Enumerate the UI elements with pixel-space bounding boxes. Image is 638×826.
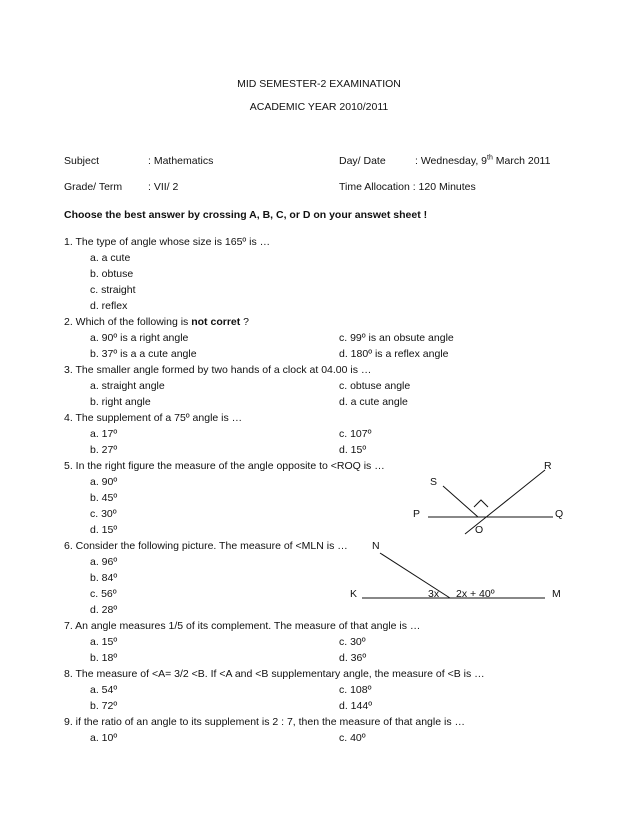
q7-option-b: b. 18º [90, 652, 118, 664]
subject-value: : Mathematics [148, 155, 214, 167]
q6-option-a: a. 96º [90, 556, 118, 568]
grade-value: : VII/ 2 [148, 181, 179, 193]
q6-angle-2x40: 2x + 40º [456, 588, 495, 600]
q2-option-d: d. 180º is a reflex angle [339, 348, 449, 360]
q4-option-d: d. 15º [339, 444, 367, 456]
q6-angle-3x: 3x [428, 588, 440, 600]
q6-option-c: c. 56º [90, 588, 117, 600]
q4-option-b: b. 27º [90, 444, 118, 456]
q3-option-c: c. obtuse angle [339, 380, 411, 392]
q4-option-a: a. 17º [90, 428, 118, 440]
q4-option-c: c. 107º [339, 428, 372, 440]
q2-option-a: a. 90º is a right angle [90, 332, 189, 344]
date-value: : Wednesday, 9th March 2011 [415, 154, 551, 167]
q6-ray-ln [380, 553, 450, 598]
question-8: 8. The measure of <A= 3/2 <B. If <A and <B supplementary angle, the measure of <B is … [64, 668, 485, 680]
academic-year: ACADEMIC YEAR 2010/2011 [249, 101, 389, 113]
q8-option-c: c. 108º [339, 684, 372, 696]
q7-option-a: a. 15º [90, 636, 118, 648]
q6-option-b: b. 84º [90, 572, 118, 584]
exam-title: MID SEMESTER-2 EXAMINATION [237, 78, 401, 90]
question-1: 1. The type of angle whose size is 165º is … [64, 236, 271, 248]
question-9: 9. if the ratio of an angle to its supplement is 2 : 7, then the measure of that angle is … [64, 716, 465, 728]
q5-label-q: Q [555, 508, 564, 520]
q5-option-d: d. 15º [90, 524, 118, 536]
question-6: 6. Consider the following picture. The measure of <MLN is … [64, 540, 348, 552]
instructions: Choose the best answer by crossing A, B, C, or D on your answet sheet ! [64, 209, 428, 221]
q2-option-c: c. 99º is an obsute angle [339, 332, 454, 344]
q8-option-a: a. 54º [90, 684, 118, 696]
q5-option-c: c. 30º [90, 508, 117, 520]
question-4: 4. The supplement of a 75º angle is … [64, 412, 243, 424]
q5-option-a: a. 90º [90, 476, 118, 488]
subject-label: Subject [64, 155, 100, 167]
q1-option-d: d. reflex [90, 300, 128, 312]
q3-option-a: a. straight angle [90, 380, 165, 392]
q1-option-c: c. straight [90, 284, 136, 296]
q8-option-b: b. 72º [90, 700, 118, 712]
question-7: 7. An angle measures 1/5 of its complement. The measure of that angle is … [64, 620, 421, 632]
q7-option-c: c. 30º [339, 636, 366, 648]
q3-option-b: b. right angle [90, 396, 151, 408]
question-5: 5. In the right figure the measure of the angle opposite to <ROQ is … [64, 460, 385, 472]
q6-label-n: N [372, 540, 380, 552]
date-label: Day/ Date [339, 155, 386, 167]
q5-label-s: S [430, 476, 438, 488]
q8-option-d: d. 144º [339, 700, 373, 712]
question-3: 3. The smaller angle formed by two hands of a clock at 04.00 is … [64, 364, 372, 376]
q3-option-d: d. a cute angle [339, 396, 408, 408]
q5-label-o: O [475, 524, 484, 536]
q5-option-b: b. 45º [90, 492, 118, 504]
q7-option-d: d. 36º [339, 652, 367, 664]
question-2: 2. Which of the following is not corret ? [64, 316, 250, 328]
grade-label: Grade/ Term [64, 181, 123, 193]
q6-label-m: M [552, 588, 561, 600]
q1-option-a: a. a cute [90, 252, 131, 264]
q9-option-a: a. 10º [90, 732, 118, 744]
q2-option-b: b. 37º is a a cute angle [90, 348, 197, 360]
q5-label-p: P [413, 508, 421, 520]
q6-option-d: d. 28º [90, 604, 118, 616]
time-allocation: Time Allocation : 120 Minutes [339, 181, 476, 193]
q1-option-b: b. obtuse [90, 268, 134, 280]
q6-label-k: K [350, 588, 358, 600]
q9-option-c: c. 40º [339, 732, 366, 744]
q5-label-r: R [544, 460, 552, 472]
